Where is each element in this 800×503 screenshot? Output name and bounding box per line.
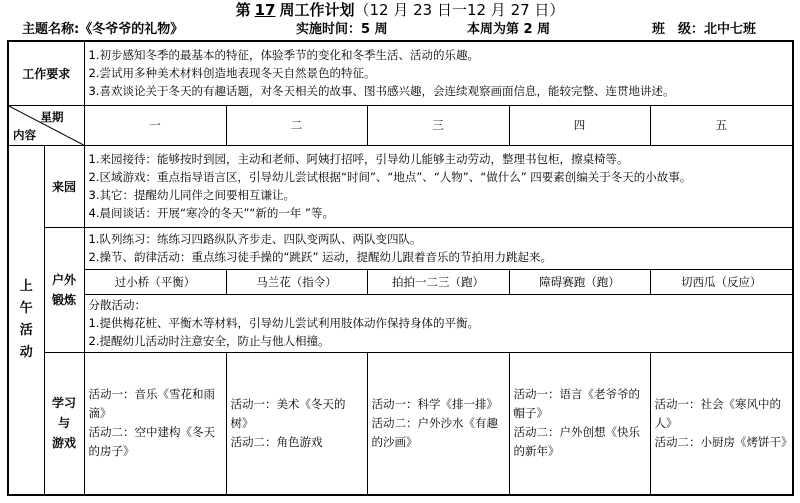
game-tue: 马兰花（指令） <box>226 269 367 294</box>
requirement-item: 1.初步感知冬季的最基本的特征，体验季节的变化和冬季生活、活动的乐趣。 <box>88 48 479 63</box>
weekly-plan-table <box>7 40 794 496</box>
group-activity-item: 1.提供梅花桩、平衡木等材料，引导幼儿尝试利用肢体动作保持身体的平衡。 <box>88 316 479 330</box>
activity-line: 活动一：社会《寒风中的 <box>654 396 782 411</box>
activity-line: 人》 <box>654 415 678 430</box>
activity-line: 的房子》 <box>88 444 135 459</box>
outdoor-item: 2.操节、韵律活动：重点练习徒手操的“跳跃” 运动，提醒幼儿跟着音乐的节拍用力跳起来。 <box>88 250 553 264</box>
morning-activities-text: 上 午 活 动 <box>19 278 33 360</box>
outdoor-label <box>44 227 84 352</box>
outdoor-item: 1.队列练习：练练习四路纵队齐步走、四队变两队、两队变四队。 <box>88 232 422 246</box>
arrival-item: 2.区域游戏：重点指导语言区，引导幼儿尝试根据“时间”、“地点”、“人物”、“做什么” 四要素创编关于冬天的小故事。 <box>88 170 692 184</box>
arrival-item: 1.来园接待：能够按时到园，主动和老师、阿姨打招呼，引导幼儿能够主动劳动，整理书包柜，擦桌椅等。 <box>88 152 629 166</box>
day-header-tue: 二 <box>226 105 367 145</box>
outdoor-label-text: 户外 锻炼 <box>52 272 77 307</box>
corner-label-content: 内容 <box>13 127 36 142</box>
learning-mon <box>84 352 226 495</box>
duration: 实施时间：5 周 <box>296 22 388 37</box>
learning-thu <box>509 352 650 495</box>
activity-line: 活动一：语言《老爷爷的 <box>513 387 641 402</box>
activity-line: 的新年》 <box>513 444 560 459</box>
game-thu: 障碍赛跑（跑） <box>509 269 650 294</box>
arrival-item: 4.晨间谈话：开展“寒冷的冬天”“新的一年 ”等。 <box>88 206 334 220</box>
outdoor-drill-row <box>8 227 793 269</box>
learning-wed <box>367 352 509 495</box>
activity-line: 滴》 <box>88 406 112 421</box>
header-corner-cell <box>8 105 84 145</box>
week-suffix: 周工作计划 <box>279 1 355 19</box>
activity-line: 活动二：户外沙水《有趣 <box>371 415 499 430</box>
group-activity-item: 2.提醒幼儿活动时注意安全，防止与他人相撞。 <box>88 334 330 348</box>
arrival-label: 来园 <box>44 145 84 227</box>
day-header-fri: 五 <box>650 105 793 145</box>
arrival-item: 3.其它：提醒幼儿同伴之间要相互谦让。 <box>88 188 295 202</box>
activity-line: 活动一：音乐《雪花和雨 <box>88 387 216 402</box>
weekday-header-row <box>8 105 793 145</box>
current-week: 本周为第 2 周 <box>467 22 551 37</box>
learning-label <box>44 352 84 495</box>
day-header-mon: 一 <box>84 105 226 145</box>
game-mon: 过小桥（平衡） <box>84 269 226 294</box>
learning-label-text: 学习 与 游戏 <box>52 396 77 451</box>
group-activities-row <box>8 294 793 352</box>
group-activity-item: 分散活动： <box>88 298 147 312</box>
work-requirements-label: 工作要求 <box>8 41 84 105</box>
game-wed: 拍拍一二三（跑） <box>367 269 509 294</box>
theme-name: 主题名称:《冬爷爷的礼物》 <box>22 22 184 37</box>
game-fri: 切西瓜（反应） <box>650 269 793 294</box>
activity-line: 活动二：角色游戏 <box>230 434 323 449</box>
date-range: （12 月 23 日一12 月 27 日） <box>354 1 565 19</box>
corner-label-weekday: 星期 <box>40 109 64 124</box>
requirement-item: 3.喜欢谈论关于冬天的有趣话题，对冬天相关的故事、图书感兴趣，会连续观察画面信息，能较完整、连贯地讲述。 <box>88 84 675 99</box>
outdoor-drill-content <box>84 227 793 269</box>
work-requirements-row <box>8 41 793 105</box>
activity-line: 活动一：科学《排一排》 <box>371 396 499 411</box>
week-prefix: 第 <box>235 1 251 19</box>
activity-line: 的沙画》 <box>371 434 418 449</box>
page-title <box>0 0 800 20</box>
activity-line: 活动一：美术《冬天的树》 <box>230 396 346 430</box>
activity-line: 活动二：空中建构《冬天 <box>88 425 216 440</box>
morning-activities-label <box>8 145 44 495</box>
group-activities-content <box>84 294 793 352</box>
learning-fri <box>650 352 793 495</box>
requirement-item: 2.尝试用多种美术材料创造地表现冬天自然景色的特征。 <box>88 66 376 81</box>
activity-line: 活动二：小厨房《烤饼干》 <box>654 434 793 449</box>
arrival-row <box>8 145 793 227</box>
activity-line: 帽子》 <box>513 406 549 421</box>
day-header-thu: 四 <box>509 105 650 145</box>
learning-row <box>8 352 793 495</box>
arrival-content <box>84 145 793 227</box>
work-requirements-content <box>84 41 793 105</box>
outdoor-games-row <box>8 269 793 294</box>
week-number: 17 <box>254 1 276 19</box>
day-header-wed: 三 <box>367 105 509 145</box>
learning-tue <box>226 352 367 495</box>
activity-line: 活动二：户外创想《快乐 <box>513 425 641 440</box>
class-name: 班 级：北中七班 <box>652 22 757 37</box>
